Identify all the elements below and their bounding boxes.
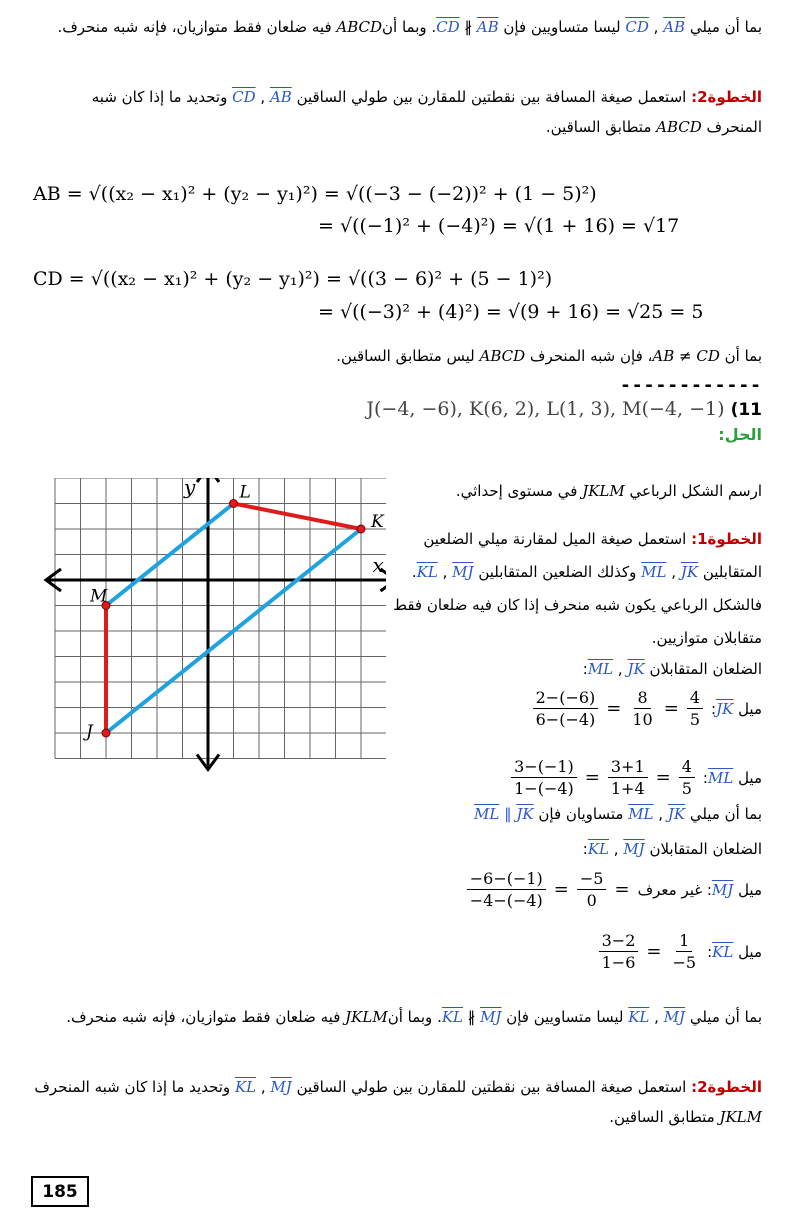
step-label: الخطوة1: [691,530,762,548]
problem-11 [366,398,762,420]
parallel-symbol: ∥ [499,805,517,823]
fraction: $\frac{3+1}{1+4}$ [608,757,648,798]
segment-kl: KL [416,563,438,581]
fraction: $\frac{4}{5}$ [679,757,695,798]
solution-label: الحل: [718,425,762,444]
paragraph-conclusion-jklm: بما أن ميلي MJ , KL ليسا متساويين فإن MJ ∦ KL. وبما أنJKLM فيه ضلعان فقط متوازيان، فإنه شبه منحرف. [66,1008,762,1026]
problem-number: (11 [730,400,762,420]
segment-jk: JK [627,660,645,678]
x-axis-label: x [372,553,384,577]
fraction: $\frac{4}{5}$ [687,688,703,729]
slope-mj: ميل MJ: غير معرف $\frac{-6-(-1)}{-4-(-4)}$ = $\frac{-5}{0}$ = [467,869,762,910]
math-jklm: JKLM [719,1108,762,1126]
equation-ab-line2: = √((−1)² + (−4)²) = √(1 + 16) = √17 [318,215,680,237]
equation-cd-line1: CD = √((x₂ − x₁)² + (y₂ − y₁)²) = √((3 − 6)² + (5 − 1)²) [33,268,553,290]
slope-ml: ميل ML: $\frac{3-(-1)}{1-(-4)}$ = $\frac{3+1}{1+4}$ = $\frac{4}{5}$ [511,757,762,798]
math-abcd: ABCD [656,118,702,136]
fraction: $\frac{-6-(-1)}{-4-(-4)}$ [467,869,546,910]
segment-jk: JK [680,563,699,581]
math-abcd: ABCD [336,18,383,36]
paragraph-pair-mj-kl: الضلعان المتقابلان MJ , KL: [582,840,762,858]
slope-label: ميل ML: [702,768,762,787]
equation-cd-line2: = √((−3)² + (4)²) = √(9 + 16) = √25 = 5 [318,301,704,323]
segment-cd: CD [436,18,460,36]
problem-points: J(−4, −6), K(6, 2), L(1, 3), M(−4, −1) [366,398,725,420]
slope-label: ميل JK: [711,699,762,718]
segment-ml: ML [641,563,667,581]
segment-jk: JK [667,805,686,823]
paragraph-jk-parallel-ml: بما أن ميلي JK , ML متساويان فإن JK ∥ ML [474,805,762,823]
paragraph-plot: ارسم الشكل الرباعي JKLM في مستوى إحداثي. [455,482,762,500]
fraction: $\frac{8}{10}$ [632,688,653,729]
fraction: $\frac{3-(-1)}{1-(-4)}$ [511,757,577,798]
segment-mj: MJ [480,1008,502,1026]
slope-label: ميل KL: [707,942,762,961]
paragraph-conclusion-abcd: بما أن ميلي AB , CD ليسا متساويين فإن AB ∦ CD. وبما أنABCD فيه ضلعان فقط متوازيان، فإنه شبه منحرف. [57,18,762,36]
segment-ab: AB [663,18,686,36]
math-abcd: ABCD [479,347,526,365]
equation-ab-line1: AB = √((x₂ − x₁)² + (y₂ − y₁)²) = √((−3 − (−2))² + (1 − 5)²) [33,183,597,205]
segment-kl: KL [234,1078,257,1096]
vertex-label-l: L [239,482,251,503]
segment-mj: MJ [663,1008,686,1026]
slope-jk: ميل JK: $\frac{2-(-6)}{6-(-4)}$ = $\frac{8}{10}$ = $\frac{4}{5}$ [533,688,762,729]
segment-mj: MJ [270,1078,292,1096]
math-jklm: JKLM [582,482,625,500]
separator: ------------ [619,375,762,396]
vertex-j [102,729,110,737]
segment-jk: JK [516,805,534,823]
paragraph-step1: الخطوة1: استعمل صيغة الميل لمقارنة ميلي الضلعين المتقابلين JK , ML وكذلك الضلعين المتقابلين MJ , KL. فالشكل الرباعي يكون شبه منحرف إذا كان فيه ضلعان فقط متقابلان متوازيين. [393,530,762,647]
segment-ab: AB [269,88,292,106]
not-parallel-symbol: ∦ [459,18,477,36]
fraction: $\frac{3-2}{1-6}$ [599,931,639,972]
segment-ml: ML [474,805,500,823]
math-jklm: JKLM [345,1008,388,1026]
fraction: $\frac{-5}{0}$ [577,869,607,910]
fraction: $\frac{1}{-5}$ [672,931,697,972]
vertex-l [230,500,238,508]
slope-kl: ميل KL: $\frac{3-2}{1-6}$ = $\frac{1}{-5}$ [599,931,762,972]
segment-kl: KL [628,1008,650,1026]
page-number: 185 [31,1176,89,1207]
coordinate-graph [30,478,386,784]
paragraph-step2-abcd: الخطوة2: استعمل صيغة المسافة بين نقطتين للمقارن بين طولي الساقين AB , CD وتحديد ما إذا كان شبه المنحرف ABCD متطابق الساقين. [91,88,762,136]
paragraph-step2-jklm: الخطوة2: استعمل صيغة المسافة بين نقطتين للمقارن بين طولي الساقين MJ , KL وتحديد ما إذا كان شبه المنحرف JKLM متطابق الساقين. [34,1078,762,1126]
segment-ml: ML [587,660,614,678]
segment-ab: AB [476,18,499,36]
step-label: الخطوة2: [691,1078,762,1096]
vertex-label-j: J [86,722,93,742]
y-axis-label: y [184,478,196,499]
segment-cd: CD [232,88,256,106]
paragraph-not-isosceles: بما أن AB ≠ CD، فإن شبه المنحرف ABCD ليس متطابق الساقين. [336,347,762,365]
vertex-label-k: K [371,512,384,532]
not-parallel-symbol: ∦ [463,1008,481,1026]
side-kl [234,504,362,530]
segment-ml: ML [628,805,654,823]
slope-label: ميل MJ: غير معرف [637,880,762,899]
paragraph-pair-jk-ml: الضلعان المتقابلان JK , ML: [582,660,762,678]
segment-mj: MJ [452,563,474,581]
fraction: $\frac{2-(-6)}{6-(-4)}$ [533,688,599,729]
math-ab-neq-cd: AB ≠ CD [652,347,720,365]
step-label: الخطوة2: [691,88,762,106]
segment-cd: CD [625,18,649,36]
segment-kl: KL [587,840,609,858]
segment-mj: MJ [623,840,645,858]
vertex-label-m: M [90,586,108,607]
segment-kl: KL [441,1008,464,1026]
